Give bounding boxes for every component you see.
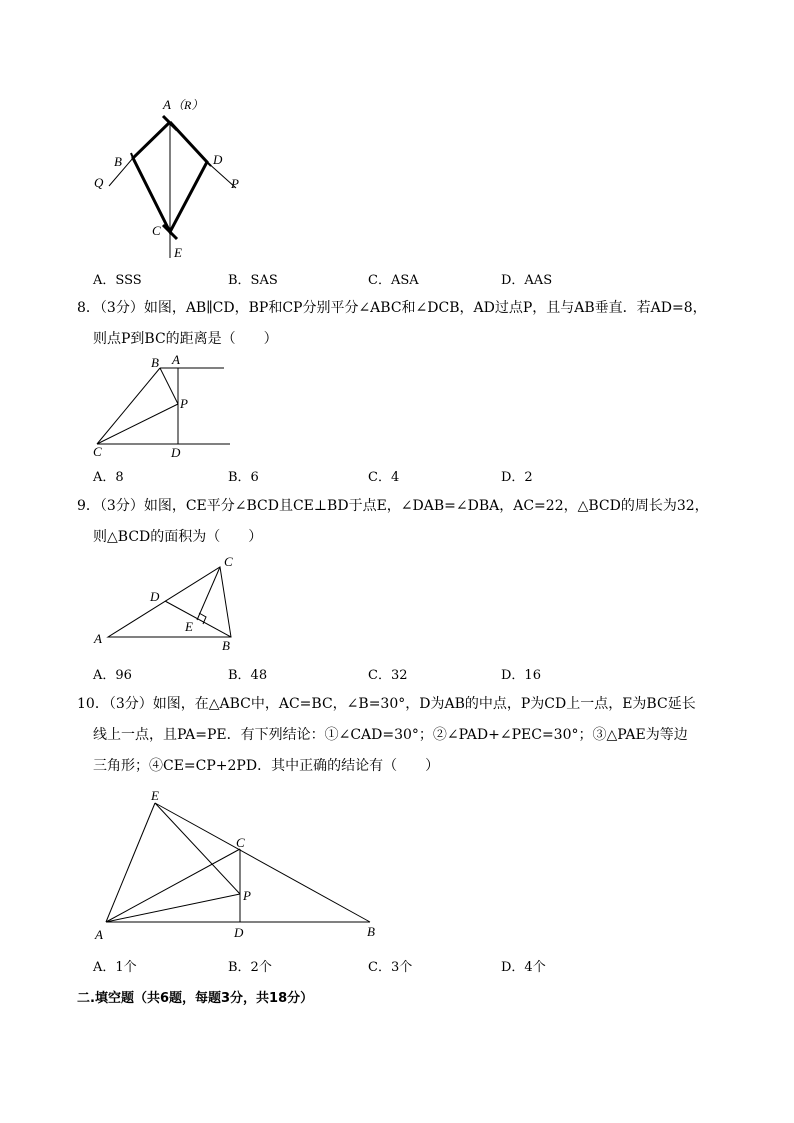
fig10-label-B: B xyxy=(367,924,375,939)
fig10-label-C: C xyxy=(236,835,245,850)
q8-stem-line2: 则点P到BC的距离是（ ） xyxy=(93,331,278,347)
fig10-label-E: E xyxy=(151,788,159,803)
q9-option-c[interactable]: C．32 xyxy=(368,668,408,683)
q10-option-b[interactable]: B．2个 xyxy=(228,960,272,975)
q7-option-d[interactable]: D．AAS xyxy=(501,273,553,288)
q8-option-d[interactable]: D．2 xyxy=(501,470,533,485)
fig7-label-R: （R） xyxy=(172,98,204,112)
q8-option-c[interactable]: C．4 xyxy=(368,470,400,485)
fig7-label-B: B xyxy=(114,154,122,169)
fig7-label-C: C xyxy=(152,223,161,238)
q7-option-c[interactable]: C．ASA xyxy=(368,273,419,288)
q9-option-b[interactable]: B．48 xyxy=(228,668,268,683)
q7-option-a[interactable]: A．SSS xyxy=(93,273,142,288)
fig8-label-C: C xyxy=(93,444,102,459)
q10-option-d[interactable]: D．4个 xyxy=(501,960,546,975)
q10-option-a[interactable]: A．1个 xyxy=(93,960,137,975)
q8-option-a[interactable]: A．8 xyxy=(93,470,124,485)
fig9-label-D: D xyxy=(150,589,160,604)
q10-stem-line3: 三角形；④CE=CP+2PD．其中正确的结论有（ ） xyxy=(93,758,440,774)
fig8-label-P: P xyxy=(180,396,188,411)
fig10-label-P: P xyxy=(243,888,251,903)
section-fill-in-blank-heading: 二.填空题（共6题，每题3分，共18分） xyxy=(77,991,314,1006)
fig7-label-A: A xyxy=(163,97,171,112)
fig10-label-D: D xyxy=(234,925,244,940)
fig7-label-P: P xyxy=(231,176,239,191)
q9-stem-line2: 则△BCD的面积为（ ） xyxy=(93,529,263,545)
fig8-label-B: B xyxy=(151,355,159,370)
fig9-label-C: C xyxy=(224,554,233,569)
q9-stem-line1: 9．（3分）如图，CE平分∠BCD且CE⊥BD于点E，∠DAB=∠DBA，AC=22，△BCD的周长为32， xyxy=(77,498,709,514)
fig10-label-A: A xyxy=(95,927,103,942)
fig9-label-A: A xyxy=(94,631,102,646)
fig7-label-D: D xyxy=(213,152,223,167)
q9-option-d[interactable]: D．16 xyxy=(501,668,541,683)
q10-stem-line1: 10．（3分）如图，在△ABC中，AC=BC，∠B=30°，D为AB的中点，P为CD上一点，E为BC延长 xyxy=(77,696,696,712)
fig8-label-A: A xyxy=(172,352,180,367)
fig9-label-B: B xyxy=(222,638,230,653)
q9-option-a[interactable]: A．96 xyxy=(93,668,132,683)
q8-option-b[interactable]: B．6 xyxy=(228,470,259,485)
q10-option-c[interactable]: C．3个 xyxy=(368,960,413,975)
fig7-label-Q: Q xyxy=(94,175,104,190)
q10-stem-line2: 线上一点，且PA=PE．有下列结论：①∠CAD=30°；②∠PAD+∠PEC=30°；③△PAE为等边 xyxy=(93,727,688,743)
q7-option-b[interactable]: B．SAS xyxy=(228,273,278,288)
fig8-label-D: D xyxy=(171,445,181,460)
q8-stem-line1: 8．（3分）如图，AB∥CD，BP和CP分别平分∠ABC和∠DCB，AD过点P，且与AB垂直．若AD=8， xyxy=(77,300,707,316)
fig9-label-E: E xyxy=(185,619,193,634)
fig7-label-E: E xyxy=(174,245,182,260)
